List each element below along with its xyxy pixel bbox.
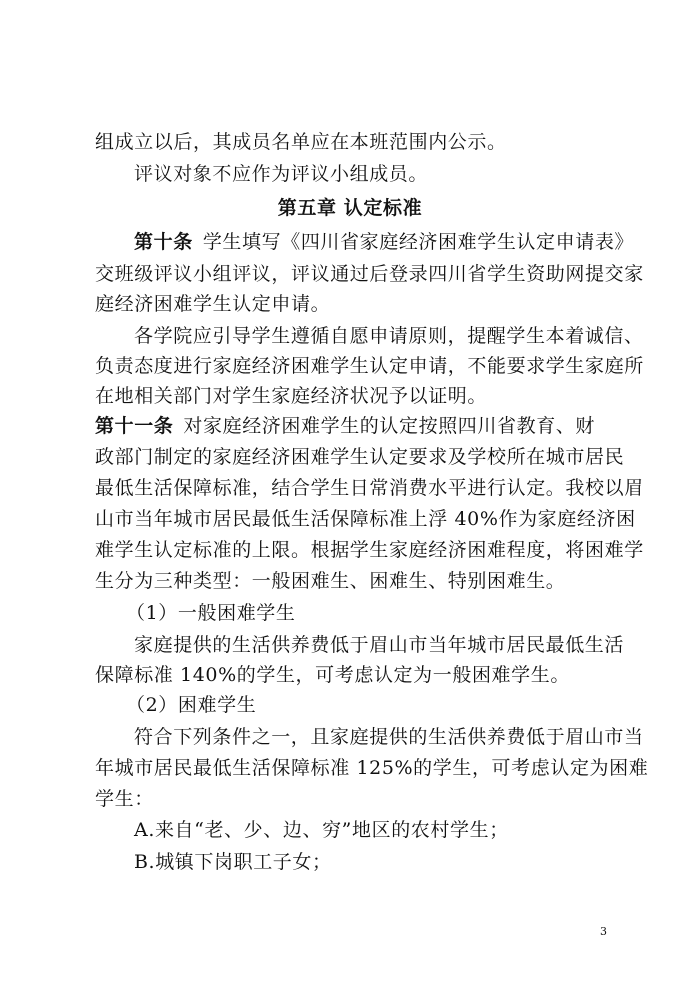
paragraph-line: 家庭提供的生活供养费低于眉山市当年城市居民最低生活 — [134, 634, 625, 656]
article-11-text: 对家庭经济困难学生的认定按照四川省教育、财 — [183, 415, 596, 437]
list-item: B.城镇下岗职工子女； — [134, 851, 332, 873]
article-10-line — [134, 231, 635, 253]
paragraph-line: 负责态度进行家庭经济困难学生认定申请，不能要求学生家庭所 — [95, 355, 644, 377]
paragraph-line: 年城市居民最低生活保障标准 125%的学生，可考虑认定为困难 — [95, 757, 649, 779]
paragraph-line: 最低生活保障标准，结合学生日常消费水平进行认定。我校以眉 — [95, 477, 644, 499]
paragraph-line: 评议对象不应作为评议小组成员。 — [134, 163, 429, 185]
paragraph-line: 符合下列条件之一，且家庭提供的生活供养费低于眉山市当 — [134, 726, 644, 748]
article-10-label: 第十条 — [134, 231, 193, 253]
list-item: A.来自“老、少、边、穷”地区的农村学生； — [134, 819, 509, 841]
paragraph-line: 组成立以后，其成员名单应在本班范围内公示。 — [95, 131, 507, 153]
subheading-difficulty: （2）困难学生 — [126, 694, 257, 716]
paragraph-line: 交班级评议小组评议，评议通过后登录四川省学生资助网提交家 — [95, 263, 644, 285]
paragraph-line: 难学生认定标准的上限。根据学生家庭经济困难程度，将困难学 — [95, 539, 644, 561]
subheading-general-difficulty: （1）一般困难学生 — [126, 602, 296, 624]
paragraph-line: 学生： — [95, 788, 154, 810]
paragraph-line: 山市当年城市居民最低生活保障标准上浮 40%作为家庭经济困 — [95, 508, 636, 530]
paragraph-line: 在地相关部门对学生家庭经济状况予以证明。 — [95, 385, 488, 407]
page-number: 3 — [600, 925, 607, 938]
paragraph-line: 政部门制定的家庭经济困难学生认定要求及学校所在城市居民 — [95, 446, 625, 468]
article-10-text: 学生填写《四川省家庭经济困难学生认定申请表》 — [202, 231, 635, 253]
chapter-heading: 第五章 认定标准 — [277, 197, 423, 219]
article-11-label: 第十一条 — [95, 415, 174, 437]
paragraph-line: 生分为三种类型：一般困难生、困难生、特别困难生。 — [95, 570, 566, 592]
paragraph-line: 各学院应引导学生遵循自愿申请原则，提醒学生本着诚信、 — [134, 325, 644, 347]
paragraph-line: 庭经济困难学生认定申请。 — [95, 293, 331, 315]
article-11-line — [95, 415, 615, 437]
paragraph-line: 保障标准 140%的学生，可考虑认定为一般困难学生。 — [95, 664, 570, 686]
